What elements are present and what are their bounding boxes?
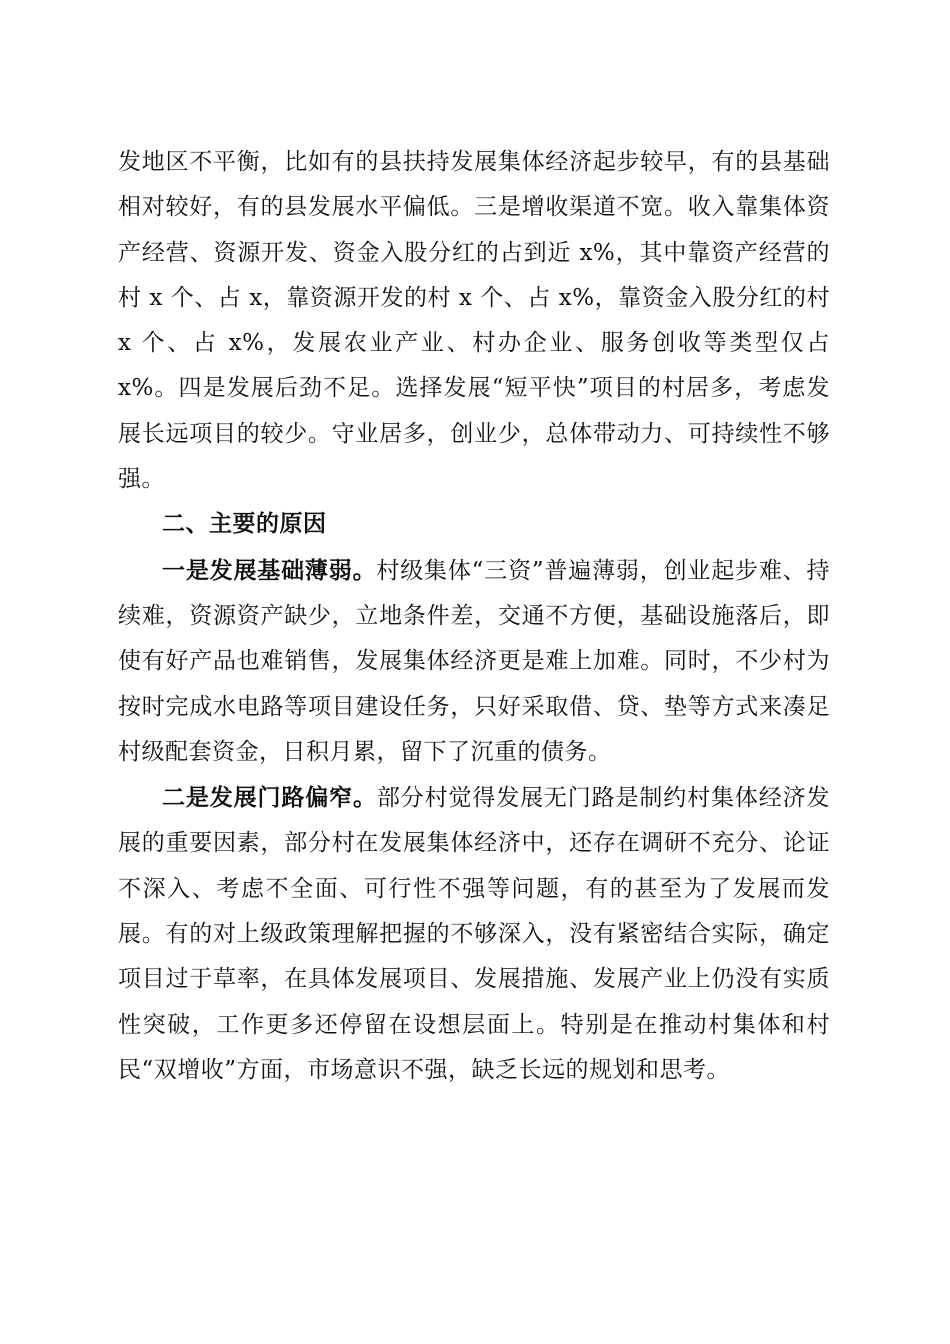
paragraph-lead-weak-foundation: 一是发展基础薄弱。 xyxy=(162,556,377,584)
paragraph-body-weak-foundation: 村级集体“三资”普遍薄弱，创业起步难、持续难，资源资产缺少，立地条件差，交通不方便，基础设施落后，即使有好产品也难销售，发展集体经济更是难上加难。同时，不少村为按时完成水电路等项目建设任务，只好采取借、贷、垫等方式来凑足村级配套资金，日积月累，留下了沉重的债务。 xyxy=(118,557,830,765)
document-body xyxy=(118,140,830,1093)
paragraph-weak-foundation xyxy=(118,548,830,775)
paragraph-body-narrow-paths: 部分村觉得发展无门路是制约村集体经济发展的重要因素，部分村在发展集体经济中，还存在调研不充分、论证不深入、考虑不全面、可行性不强等问题，有的甚至为了发展而发展。有的对上级政策理解把握的不够深入，没有紧密结合实际，确定项目过于草率，在具体发展项目、发展措施、发展产业上仍没有实质性突破，工作更多还停留在设想层面上。特别是在推动村集体和村民“双增收”方面，市场意识不强，缺乏长远的规划和思考。 xyxy=(118,785,831,1083)
paragraph-continuation: 发地区不平衡，比如有的县扶持发展集体经济起步较早，有的县基础相对较好，有的县发展水平偏低。三是增收渠道不宽。收入靠集体资产经营、资源开发、资金入股分红的占到近 x%，其中靠资产经营的村 x 个、占 x，靠资源开发的村 x 个、占 x%，靠资金入股分红的村 x 个、占 x%，发展农业产业、村办企业、服务创收等类型仅占 x%。四是发展后劲不足。选择发展“短平快”项目的村居多，考虑发展长远项目的较少。守业居多，创业少，总体带动力、可持续性不够强。 xyxy=(118,149,830,493)
section-heading-main-reasons: 二、主要的原因 xyxy=(162,511,327,538)
paragraph-narrow-paths xyxy=(118,775,830,1093)
paragraph-lead-narrow-paths: 二是发展门路偏窄。 xyxy=(162,784,377,812)
